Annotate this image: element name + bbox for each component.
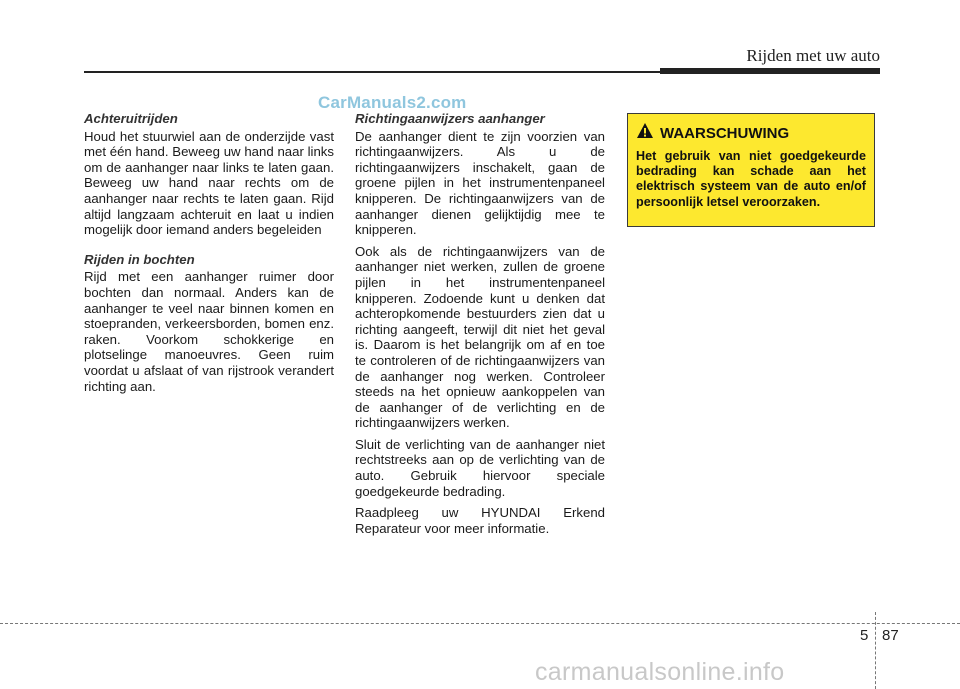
- paragraph-indicators-4: Raadpleeg uw HYUNDAI Erkend Reparateur voor meer informatie.: [355, 505, 605, 536]
- section-heading-reversing: Achteruitrijden: [84, 111, 178, 126]
- watermark-bottom: carmanualsonline.info: [535, 658, 785, 686]
- page-number-divider: [875, 612, 876, 689]
- paragraph-reversing: Houd het stuurwiel aan de onderzijde vast met één hand. Beweeg uw hand naar links om de aanhanger naar links te laten gaan. Beweeg uw hand naar rechts om de aanhanger naar rechts te laten gaan. Rijd altijd langzaam achteruit en laat u indien mogelijk door iemand anders begeleiden: [84, 128, 334, 238]
- paragraph-cornering: Rijd met een aanhanger ruimer door bochten dan normaal. Anders kan de aanhanger te veel naar binnen komen en stoepranden, verkeersborden, bomen enz. raken. Voorkom schokkerige en plotselinge manoeuvres. Geen ruim voordat u afslaat of van rijstrook verandert richting aan.: [84, 269, 334, 394]
- warning-text: Het gebruik van niet goedgekeurde bedrading kan schade aan het elektrisch systeem van de auto en/of persoonlijk letsel veroorzaken.: [636, 149, 866, 209]
- chapter-number: 5: [860, 627, 869, 644]
- warning-header: [636, 122, 866, 144]
- page-number: 87: [882, 627, 899, 644]
- paragraph-indicators-1: De aanhanger dient te zijn voorzien van richtingaanwijzers. Als u de richtingaanwijzers inschakelt, gaan de groene pijlen in het instrumentenpaneel knipperen. De richtingaanwijzers van de aanhanger dienen gelijktijdig mee te knipperen.: [355, 128, 605, 238]
- warning-triangle-icon: [636, 122, 654, 144]
- text-column-middle: [355, 111, 605, 542]
- page-header-title: Rijden met uw auto: [746, 46, 880, 65]
- warning-box: [627, 113, 875, 227]
- header-rule: [84, 71, 660, 73]
- section-heading-cornering: Rijden in bochten: [84, 251, 195, 267]
- header-rule-accent: [660, 68, 880, 74]
- paragraph-indicators-3: Sluit de verlichting van de aanhanger niet rechtstreeks aan op de verlichting van de auto. Gebruik hiervoor speciale goedgekeurde bedrading.: [355, 436, 605, 499]
- watermark-top: CarManuals2.com: [318, 93, 467, 112]
- paragraph-indicators-2: Ook als de richtingaanwijzers van de aanhanger niet werken, zullen de groene pijlen in het instrumentenpaneel knipperen. Zodoende kunt u denken dat achteropkomende bestuurders zien dat u richting aangeeft, terwijl dit niet het geval is. Daarom is het belangrijk om af en toe te controleren of de richtingaanwijzers van de aanhanger nog werken. Controleer steeds na het opnieuw aankoppelen van de aanhanger of de verlichting en de richtingaanwijzers werken.: [355, 243, 605, 431]
- warning-title: WAARSCHUWING: [660, 124, 790, 142]
- section-heading-trailer-indicators: Richtingaanwijzers aanhanger: [355, 111, 545, 126]
- footer-divider: [0, 623, 960, 624]
- text-column-left: [84, 111, 334, 400]
